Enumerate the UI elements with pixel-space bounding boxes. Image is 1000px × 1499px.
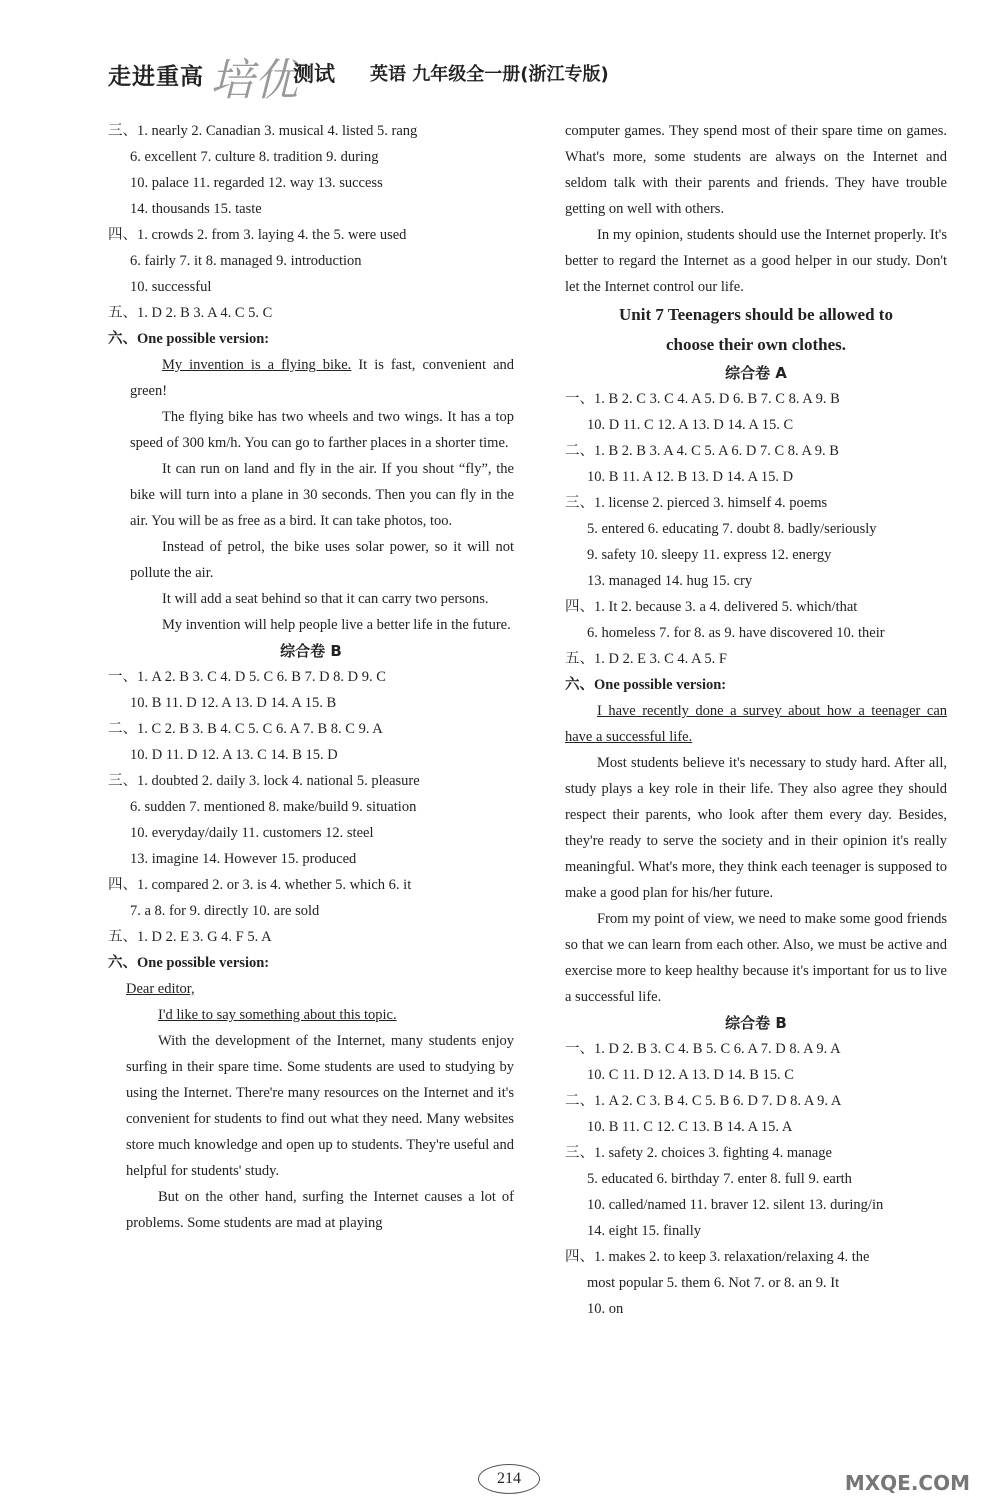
answer-line: 5. entered 6. educating 7. doubt 8. badly/seriously bbox=[587, 521, 877, 537]
answer-line: 10. successful bbox=[130, 279, 212, 295]
section-title: 综合卷 A bbox=[725, 364, 787, 382]
answer-line: 四、1. It 2. because 3. a 4. delivered 5. which/that bbox=[565, 599, 858, 615]
essay-paragraph: It can run on land and fly in the air. If you shout “fly”, the bike will turn into a plane in 30 seconds. Then you can fly in the air. You will be as free as a bird. It can take photos, too. bbox=[130, 461, 514, 529]
essay-first-sentence bbox=[108, 1002, 514, 1028]
section-title: 综合卷 B bbox=[280, 642, 342, 660]
essay-paragraph: But on the other hand, surfing the Internet causes a lot of problems. Some students are mad at playing bbox=[126, 1189, 514, 1231]
answer-line: 10. D 11. C 12. A 13. D 14. A 15. C bbox=[587, 417, 794, 433]
answer-line: 六、One possible version: bbox=[108, 331, 270, 347]
answer-line: 二、1. B 2. B 3. A 4. C 5. A 6. D 7. C 8. A 9. B bbox=[565, 443, 839, 459]
answer-line: 10. B 11. A 12. B 13. D 14. A 15. D bbox=[587, 469, 794, 485]
answer-line: 三、1. safety 2. choices 3. fighting 4. manage bbox=[565, 1145, 832, 1161]
answer-line: 10. palace 11. regarded 12. way 13. success bbox=[130, 175, 383, 191]
essay-first-sentence: My invention is a flying bike. bbox=[162, 357, 352, 373]
greeting-text: Dear editor, bbox=[126, 981, 195, 997]
watermark: MXQE.COM bbox=[844, 1471, 970, 1495]
answer-line: 9. safety 10. sleepy 11. express 12. energy bbox=[587, 547, 832, 563]
book-title-art: 培优 bbox=[210, 55, 298, 106]
essay-paragraph: It will add a seat behind so that it can carry two persons. bbox=[162, 591, 489, 607]
answer-line: 10. D 11. D 12. A 13. C 14. B 15. D bbox=[130, 747, 338, 763]
answer-line: 六、One possible version: bbox=[108, 955, 270, 971]
book-title-test: 测试 bbox=[293, 62, 335, 86]
answer-line: 10. called/named 11. braver 12. silent 13. during/in bbox=[587, 1197, 884, 1213]
book-title: 走进重高 bbox=[108, 64, 204, 90]
answer-line: 5. educated 6. birthday 7. enter 8. full 9. earth bbox=[587, 1171, 852, 1187]
answer-line: 14. thousands 15. taste bbox=[130, 201, 262, 217]
answer-line: 一、1. D 2. B 3. C 4. B 5. C 6. A 7. D 8. A 9. A bbox=[565, 1041, 841, 1057]
answer-line: 6. excellent 7. culture 8. tradition 9. during bbox=[130, 149, 379, 165]
answer-line: 四、1. makes 2. to keep 3. relaxation/relaxing 4. the bbox=[565, 1249, 870, 1265]
answer-line: 四、1. crowds 2. from 3. laying 4. the 5. were used bbox=[108, 227, 407, 243]
answer-line: 14. eight 15. finally bbox=[587, 1223, 701, 1239]
answer-line: 6. homeless 7. for 8. as 9. have discovered 10. their bbox=[587, 625, 885, 641]
essay-paragraph: computer games. They spend most of their spare time on games. What's more, some students are always on the Internet and seldom talk with their parents and friends. They have trouble getting on well with others. bbox=[565, 123, 947, 217]
essay-paragraph: From my point of view, we need to make some good friends so that we can learn from each other. Also, we must be active and exercise more to keep healthy because it's important for us to live a successful life. bbox=[565, 911, 947, 1005]
answer-line: 10. B 11. D 12. A 13. D 14. A 15. B bbox=[130, 695, 337, 711]
answer-line: 一、1. B 2. C 3. C 4. A 5. D 6. B 7. C 8. A 9. B bbox=[565, 391, 840, 407]
answer-line: 10. on bbox=[587, 1301, 624, 1317]
answer-line: 6. fairly 7. it 8. managed 9. introduction bbox=[130, 253, 362, 269]
answer-line: 二、1. C 2. B 3. B 4. C 5. C 6. A 7. B 8. C 9. A bbox=[108, 721, 383, 737]
answer-line: 13. managed 14. hug 15. cry bbox=[587, 573, 753, 589]
essay-paragraph: Instead of petrol, the bike uses solar power, so it will not pollute the air. bbox=[130, 539, 514, 581]
answer-line: 五、1. D 2. E 3. C 4. A 5. F bbox=[565, 651, 727, 667]
right-column bbox=[565, 118, 947, 1322]
answer-line: 7. a 8. for 9. directly 10. are sold bbox=[130, 903, 320, 919]
answer-line: 6. sudden 7. mentioned 8. make/build 9. situation bbox=[130, 799, 417, 815]
section-title: 综合卷 B bbox=[725, 1014, 787, 1032]
answer-line: 六、One possible version: bbox=[565, 677, 727, 693]
answer-line: 10. B 11. C 12. C 13. B 14. A 15. A bbox=[587, 1119, 793, 1135]
answer-line: 三、1. doubted 2. daily 3. lock 4. national 5. pleasure bbox=[108, 773, 420, 789]
answer-line: 五、1. D 2. B 3. A 4. C 5. C bbox=[108, 305, 273, 321]
unit-title-line2: choose their own clothes. bbox=[665, 335, 847, 354]
answer-line: 五、1. D 2. E 3. G 4. F 5. A bbox=[108, 929, 272, 945]
answer-line: 10. C 11. D 12. A 13. D 14. B 15. C bbox=[587, 1067, 794, 1083]
essay-paragraph: In my opinion, students should use the Internet properly. It's better to regard the Internet as a good helper in our study. Don't let the Internet control our life. bbox=[565, 227, 947, 295]
essay3-first-text: I have recently done a survey about how a teenager can have a successful life. bbox=[565, 703, 947, 745]
essay-paragraph bbox=[108, 352, 514, 404]
book-subtitle: 英语 九年级全一册(浙江专版) bbox=[370, 64, 609, 85]
answer-line: 四、1. compared 2. or 3. is 4. whether 5. which 6. it bbox=[108, 877, 412, 893]
answer-line: 二、1. A 2. C 3. B 4. C 5. B 6. D 7. D 8. A 9. A bbox=[565, 1093, 842, 1109]
essay-paragraph: Most students believe it's necessary to study hard. After all, study plays a key role in their life. They also agree they should respect their parents, who look after them every day. Besides, they're ready to serve the society and in their opinion it's really meaningful. What's more, they think each teenager is supposed to make a good plan for his/her future. bbox=[565, 755, 947, 901]
answer-line: 10. everyday/daily 11. customers 12. steel bbox=[130, 825, 374, 841]
left-column bbox=[108, 118, 514, 1236]
essay-paragraph: The flying bike has two wheels and two wings. It has a top speed of 300 km/h. You can go to farther places in a shorter time. bbox=[130, 409, 514, 451]
answer-line: 三、1. license 2. pierced 3. himself 4. poems bbox=[565, 495, 828, 511]
answer-line: 三、1. nearly 2. Canadian 3. musical 4. listed 5. rang bbox=[108, 123, 418, 139]
unit-title: Unit 7 Teenagers should be allowed to bbox=[619, 305, 893, 324]
answer-line: 13. imagine 14. However 15. produced bbox=[130, 851, 357, 867]
answer-line: 一、1. A 2. B 3. C 4. D 5. C 6. B 7. D 8. D 9. C bbox=[108, 669, 386, 685]
essay-paragraph: My invention will help people live a better life in the future. bbox=[162, 617, 511, 633]
essay-first-rest: It is fast, convenient and green! bbox=[130, 357, 515, 399]
letter-greeting bbox=[108, 976, 514, 1002]
page-header bbox=[108, 48, 908, 108]
essay-paragraph: With the development of the Internet, many students enjoy surfing in their spare time. Some students are used to studying by using the Internet. There're many resources on the Internet and it's convenient for students to find out what they need. Many websites store much knowledge and open up to students. They're useful and helpful for students' study. bbox=[126, 1033, 514, 1179]
essay-first-sentence bbox=[565, 698, 947, 750]
essay2-first-text: I'd like to say something about this topic. bbox=[158, 1007, 397, 1023]
page-number: 214 bbox=[478, 1464, 540, 1494]
answer-line: most popular 5. them 6. Not 7. or 8. an 9. It bbox=[587, 1275, 840, 1291]
